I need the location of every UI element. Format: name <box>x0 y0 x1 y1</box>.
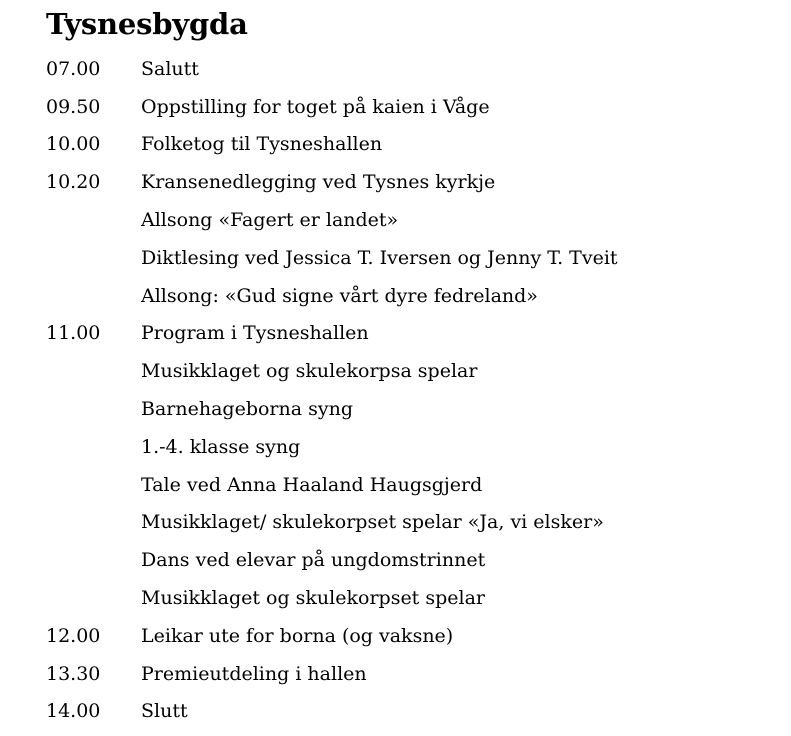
schedule-time: 10.00 <box>46 133 101 156</box>
schedule-event: Program i Tysneshallen <box>141 322 369 345</box>
schedule-row <box>46 239 766 277</box>
schedule-event: Tale ved Anna Haaland Haugsgjerd <box>141 473 483 496</box>
schedule-row <box>46 579 766 617</box>
schedule-event: Musikklaget og skulekorpsa spelar <box>141 360 478 383</box>
schedule-event: Oppstilling for toget på kaien i Våge <box>141 95 490 118</box>
schedule-row <box>46 163 766 201</box>
schedule-row <box>46 617 766 655</box>
schedule-row <box>46 50 766 88</box>
schedule-row <box>46 428 766 466</box>
schedule-event: 1.-4. klasse syng <box>141 435 301 458</box>
schedule-event: Kransenedlegging ved Tysnes kyrkje <box>141 171 496 194</box>
schedule-row <box>46 88 766 126</box>
schedule-event: Dans ved elevar på ungdomstrinnet <box>141 549 486 572</box>
schedule-event: Allsong: «Gud signe vårt dyre fedreland» <box>141 284 538 307</box>
schedule-event: Diktlesing ved Jessica T. Iversen og Jenny T. Tveit <box>141 246 618 269</box>
schedule-time: 09.50 <box>46 95 101 118</box>
schedule-time: 07.00 <box>46 57 101 80</box>
schedule-list <box>46 50 766 730</box>
schedule-row <box>46 315 766 353</box>
schedule-event: Salutt <box>141 57 199 80</box>
page-title: Tysnesbygda <box>46 7 248 41</box>
schedule-event: Musikklaget/ skulekorpset spelar «Ja, vi elsker» <box>141 511 604 534</box>
schedule-row <box>46 390 766 428</box>
schedule-event: Slutt <box>141 700 188 723</box>
schedule-time: 10.20 <box>46 171 101 194</box>
schedule-row <box>46 541 766 579</box>
schedule-event: Leikar ute for borna (og vaksne) <box>141 624 454 647</box>
schedule-row <box>46 504 766 542</box>
schedule-event: Allsong «Fagert er landet» <box>141 209 399 232</box>
schedule-row <box>46 201 766 239</box>
schedule-time: 12.00 <box>46 624 101 647</box>
schedule-event: Musikklaget og skulekorpset spelar <box>141 587 486 610</box>
schedule-row <box>46 277 766 315</box>
schedule-row <box>46 352 766 390</box>
schedule-time: 11.00 <box>46 322 101 345</box>
schedule-time: 14.00 <box>46 700 101 723</box>
schedule-row <box>46 655 766 693</box>
schedule-time: 13.30 <box>46 662 101 685</box>
schedule-event: Folketog til Tysneshallen <box>141 133 383 156</box>
schedule-row <box>46 693 766 731</box>
schedule-event: Barnehageborna syng <box>141 398 353 421</box>
schedule-row <box>46 126 766 164</box>
schedule-event: Premieutdeling i hallen <box>141 662 367 685</box>
schedule-row <box>46 466 766 504</box>
